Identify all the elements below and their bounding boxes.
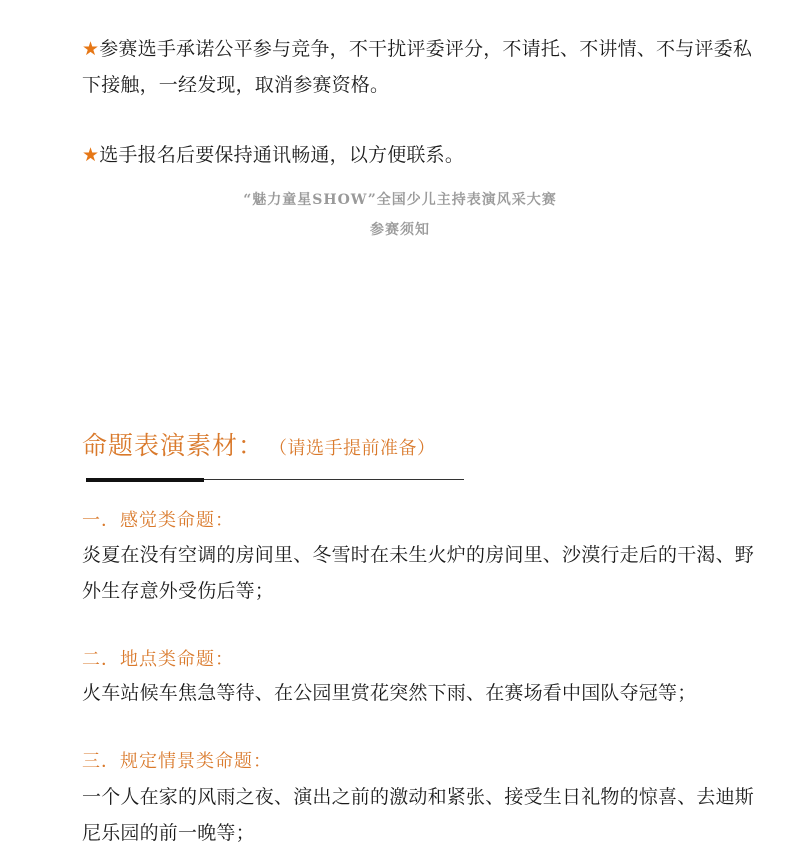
star-icon: ★ bbox=[82, 144, 100, 166]
notice-text: 选手报名后要保持通讯畅通，以方便联系。 bbox=[99, 144, 465, 166]
section-title-sensory: 一．感觉类命题： bbox=[82, 510, 234, 531]
heading-note: （请选手提前准备） bbox=[278, 438, 436, 459]
section-body-location: 火车站候车焦急等待、在公园里赏花突然下雨、在赛场看中国队夺冠等； bbox=[82, 682, 697, 704]
section-body-scenario: 一个人在家的风雨之夜、演出之前的激动和紧张、接受生日礼物的惊喜、去迪斯尼乐园的前一晚等； bbox=[82, 786, 755, 844]
notice-text: 参赛选手承诺公平参与竞争，不干扰评委评分，不请托、不讲情、不与评委私下接触，一经发现，取消参赛资格。 bbox=[82, 38, 753, 96]
heading-underline-accent bbox=[86, 478, 204, 482]
image-caption-subtitle: 参赛须知 bbox=[370, 222, 430, 238]
section-title-location: 二．地点类命题： bbox=[82, 649, 234, 670]
heading-title: 命题表演素材： bbox=[82, 431, 265, 460]
section-heading bbox=[82, 426, 436, 462]
notice-fair-play bbox=[82, 31, 762, 103]
star-icon: ★ bbox=[82, 38, 100, 60]
section-body-sensory: 炎夏在没有空调的房间里、冬雪时在未生火炉的房间里、沙漠行走后的干渴、野外生存意外受伤后等； bbox=[82, 544, 755, 602]
image-caption-title: “魅力童星SHOW”全国少儿主持表演风采大赛 bbox=[243, 192, 557, 208]
section-title-scenario: 三．规定情景类命题： bbox=[82, 751, 272, 772]
notice-contact bbox=[82, 137, 762, 173]
